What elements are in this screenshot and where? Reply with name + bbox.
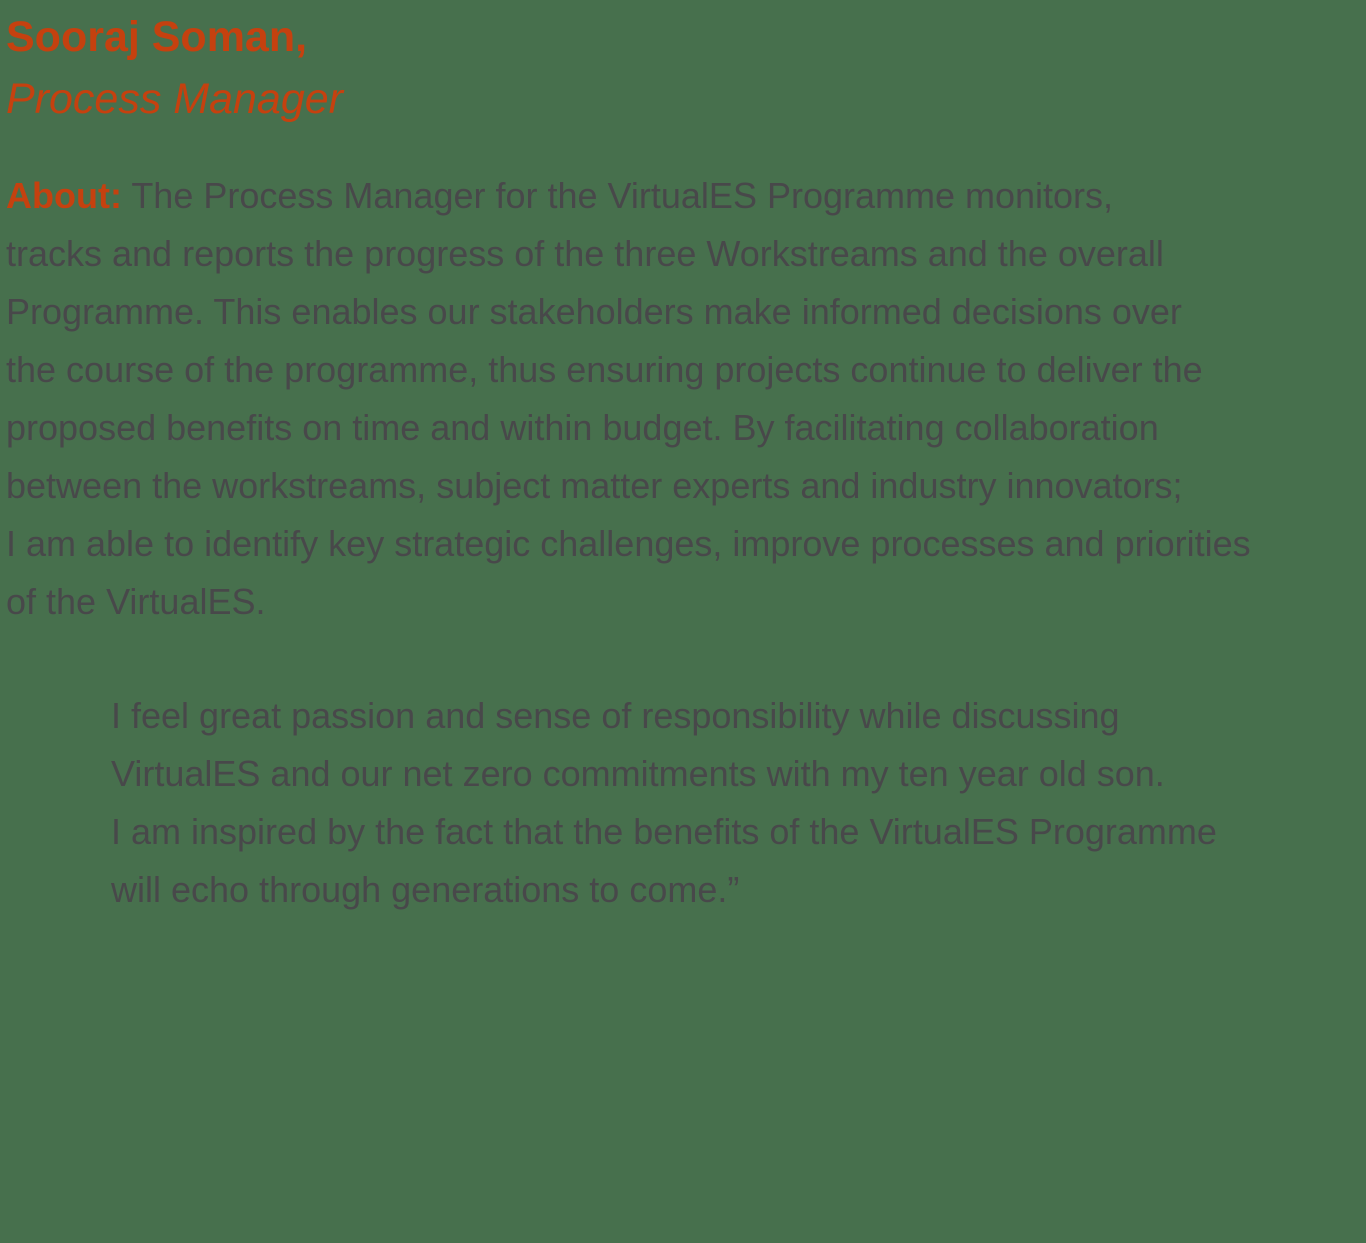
person-name: Sooraj Soman, [6, 13, 308, 61]
about-line: Programme. This enables our stakeholders make informed decisions over [6, 291, 1182, 332]
about-line [6, 167, 1366, 225]
person-job-title: Process Manager [6, 75, 343, 123]
about-label: About: [6, 175, 122, 216]
about-line-text: The Process Manager for the VirtualES Programme monitors, [131, 175, 1114, 216]
quote-line: will echo through generations to come.” [111, 869, 740, 910]
quote-line: I am inspired by the fact that the benefits of the VirtualES Programme [111, 811, 1217, 852]
quote-line: I feel great passion and sense of responsibility while discussing [111, 695, 1120, 736]
about-line: the course of the programme, thus ensuring projects continue to deliver the [6, 349, 1203, 390]
about-line: tracks and reports the progress of the three Workstreams and the overall [6, 233, 1164, 274]
about-line: proposed benefits on time and within budget. By facilitating collaboration [6, 407, 1159, 448]
about-line: of the VirtualES. [6, 581, 266, 622]
about-paragraph [6, 167, 1366, 631]
quote-line: VirtualES and our net zero commitments with my ten year old son. [111, 753, 1165, 794]
about-line: I am able to identify key strategic challenges, improve processes and priorities [6, 523, 1251, 564]
page-title [6, 6, 1366, 130]
quote-paragraph [111, 687, 1366, 919]
about-line: between the workstreams, subject matter experts and industry innovators; [6, 465, 1183, 506]
